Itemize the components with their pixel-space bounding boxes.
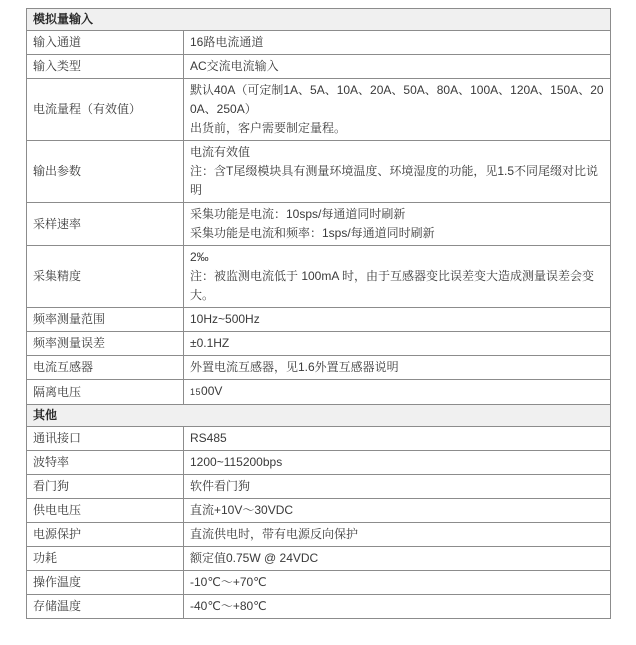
value-line: 注：含T尾缀模块具有测量环境温度、环境湿度的功能，见1.5不同尾缀对比说明 [190, 164, 599, 197]
spec-value [184, 499, 611, 523]
table-row [27, 451, 611, 475]
value-line: -40℃～+80℃ [190, 599, 267, 613]
table-row [27, 356, 611, 380]
table-row [27, 79, 611, 141]
table-row [27, 571, 611, 595]
spec-value [184, 55, 611, 79]
section-header-row [27, 405, 611, 427]
section-header: 其他 [27, 405, 611, 427]
table-row [27, 499, 611, 523]
table-row [27, 427, 611, 451]
spec-label: 波特率 [27, 451, 184, 475]
table-row [27, 31, 611, 55]
value-line: 出货前，客户需要制定量程。 [190, 121, 347, 135]
spec-label: 频率测量范围 [27, 308, 184, 332]
value-line: 外置电流互感器，见1.6外置互感器说明 [190, 360, 399, 374]
spec-value [184, 571, 611, 595]
spec-value [184, 31, 611, 55]
table-row [27, 547, 611, 571]
value-line: 注：被监测电流低于 100mA 时，由于互感器变比误差变大造成测量误差会变大。 [190, 269, 595, 302]
value-line: 默认40A（可定制1A、5A、10A、20A、50A、80A、100A、120A、150A、200A、250A） [190, 83, 604, 116]
spec-label: 输入类型 [27, 55, 184, 79]
spec-label: 功耗 [27, 547, 184, 571]
spec-value [184, 246, 611, 308]
spec-value [184, 79, 611, 141]
spec-label: 存储温度 [27, 595, 184, 619]
table-row [27, 332, 611, 356]
spec-label: 看门狗 [27, 475, 184, 499]
spec-label: 采集精度 [27, 246, 184, 308]
value-line: 直流供电时，带有电源反向保护 [190, 527, 359, 541]
spec-value [184, 523, 611, 547]
spec-value [184, 451, 611, 475]
spec-sheet [26, 8, 610, 619]
spec-table [26, 8, 611, 619]
value-line: ±0.1HZ [190, 336, 230, 350]
table-row [27, 141, 611, 203]
section-header: 模拟量输入 [27, 9, 611, 31]
spec-label: 隔离电压 [27, 380, 184, 405]
spec-label: 频率测量误差 [27, 332, 184, 356]
spec-value [184, 332, 611, 356]
value-line: RS485 [190, 431, 227, 445]
value-line: 软件看门狗 [190, 479, 251, 493]
value-line: AC交流电流输入 [190, 59, 279, 73]
spec-label: 电流互感器 [27, 356, 184, 380]
spec-value [184, 475, 611, 499]
spec-value [184, 356, 611, 380]
spec-value [184, 141, 611, 203]
table-row [27, 523, 611, 547]
table-row [27, 595, 611, 619]
spec-value [184, 203, 611, 246]
value-line: 16路电流通道 [190, 35, 264, 49]
value-line: 采集功能是电流：10sps/每通道同时刷新 [190, 207, 406, 221]
value-line: 10Hz~500Hz [190, 312, 260, 326]
spec-label: 采样速率 [27, 203, 184, 246]
value-small-prefix: 15 [190, 387, 202, 397]
spec-label: 供电电压 [27, 499, 184, 523]
table-row [27, 203, 611, 246]
spec-label: 电流量程（有效值） [27, 79, 184, 141]
spec-value [184, 427, 611, 451]
value-line: -10℃～+70℃ [190, 575, 267, 589]
spec-value [184, 547, 611, 571]
section-header-row [27, 9, 611, 31]
value-line: 2‰ [190, 250, 209, 264]
value-line: 直流+10V～30VDC [190, 503, 294, 517]
spec-label: 输入通道 [27, 31, 184, 55]
value-line: 电流有效值 [190, 145, 251, 159]
value-line: 额定值0.75W @ 24VDC [190, 551, 319, 565]
table-row [27, 380, 611, 405]
table-row [27, 246, 611, 308]
table-row [27, 475, 611, 499]
spec-table-body [27, 9, 611, 619]
spec-value [184, 595, 611, 619]
spec-label: 输出参数 [27, 141, 184, 203]
spec-value [184, 308, 611, 332]
table-row [27, 55, 611, 79]
value-line: 1500V [190, 384, 223, 398]
spec-label: 操作温度 [27, 571, 184, 595]
spec-label: 通讯接口 [27, 427, 184, 451]
table-row [27, 308, 611, 332]
spec-value [184, 380, 611, 405]
value-line: 1200~115200bps [190, 455, 283, 469]
value-line: 采集功能是电流和频率：1sps/每通道同时刷新 [190, 226, 435, 240]
spec-label: 电源保护 [27, 523, 184, 547]
